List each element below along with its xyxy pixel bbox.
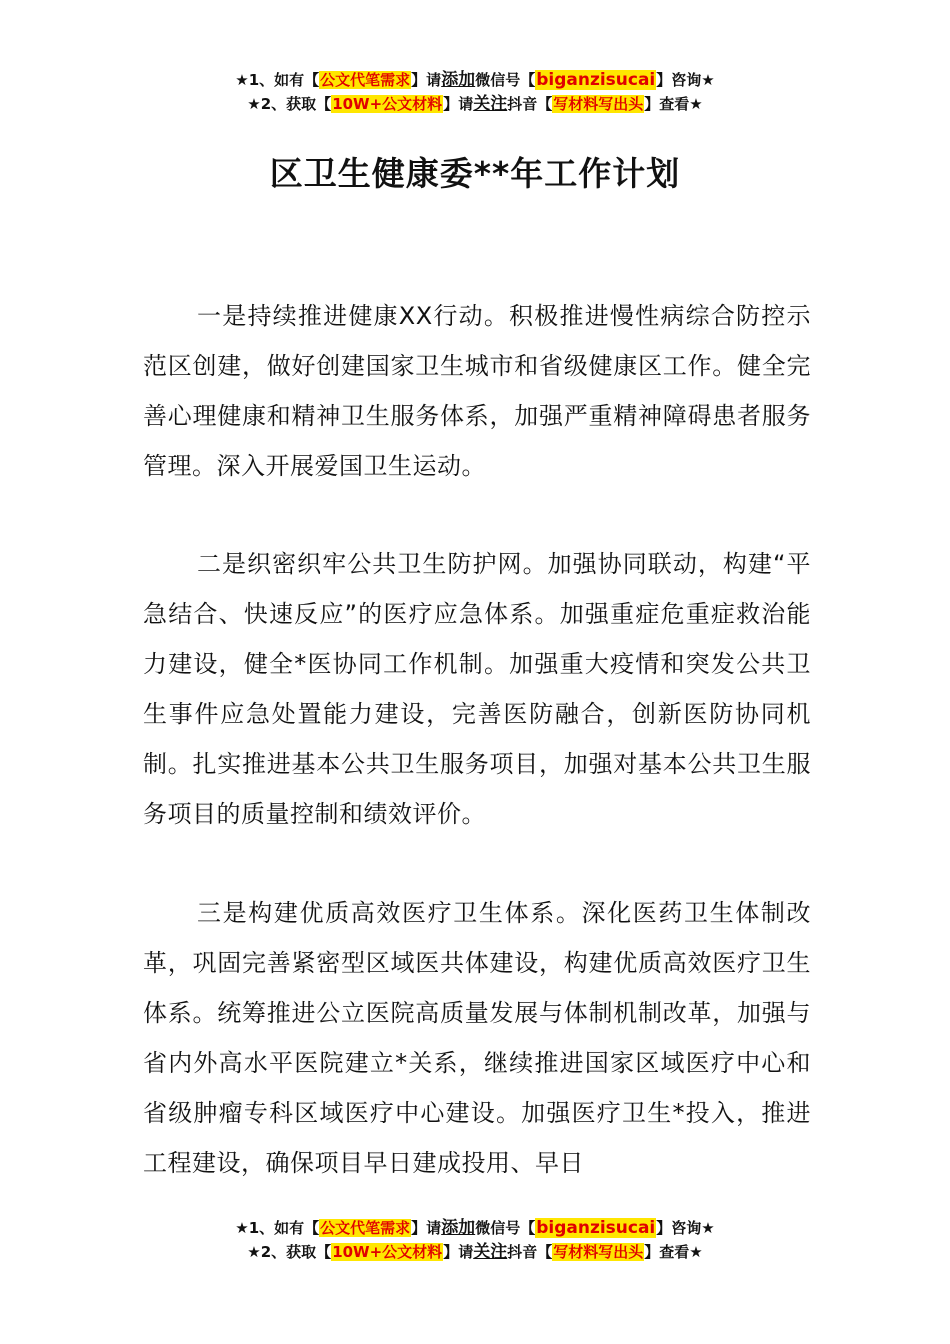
- promo-text: ★1、如有【: [235, 71, 320, 89]
- paragraph-2: 二是织密织牢公共卫生防护网。加强协同联动，构建“平急结合、快速反应”的医疗应急体系。加强重症危重症救治能力建设，健全*医协同工作机制。加强重大疫情和突发公共卫生事件应急处置能力建设，完善医防融合，创新医防协同机制。扎实推进基本公共卫生服务项目，加强对基本公共卫生服务项目的质量控制和绩效评价。: [143, 550, 811, 828]
- promo-text: 】请: [411, 1219, 442, 1237]
- promo-emphasis: 添加: [441, 70, 476, 90]
- promo-text: 】咨询★: [656, 1219, 715, 1237]
- promo-emphasis: 添加: [441, 1218, 476, 1238]
- paragraph-1: 一是持续推进健康XX行动。积极推进慢性病综合防控示范区创建，做好创建国家卫生城市和省级健康区工作。健全完善心理健康和精神卫生服务体系，加强严重精神障碍患者服务管理。深入开展爱国卫生运动。: [143, 302, 811, 480]
- promo-text: 】查看★: [644, 1243, 703, 1261]
- promo-text: 微信号【: [475, 71, 536, 89]
- promo-highlight: 10W+公文材料: [332, 1243, 443, 1261]
- promo-emphasis: 关注: [473, 1242, 508, 1262]
- document-title: 区卫生健康委**年工作计划: [269, 154, 681, 193]
- promo-line-1: [0, 1216, 950, 1240]
- promo-highlight: 公文代笔需求: [320, 1219, 411, 1237]
- promo-text: 抖音【: [507, 1243, 553, 1261]
- promo-text: 微信号【: [475, 1219, 536, 1237]
- promo-text: 】查看★: [644, 95, 703, 113]
- promo-douyin-id: 写材料写出头: [553, 1243, 644, 1261]
- promo-text: 】请: [411, 71, 442, 89]
- promo-wechat-id: biganzisucai: [536, 70, 656, 90]
- promo-text: 】咨询★: [656, 71, 715, 89]
- promo-banner-top: [0, 68, 950, 116]
- promo-emphasis: 关注: [473, 94, 508, 114]
- promo-line-2: [0, 92, 950, 116]
- promo-text: ★2、获取【: [247, 95, 332, 113]
- promo-line-1: [0, 68, 950, 92]
- paragraph-3: 三是构建优质高效医疗卫生体系。深化医药卫生体制改革，巩固完善紧密型区域医共体建设，构建优质高效医疗卫生体系。统筹推进公立医院高质量发展与体制机制改革，加强与省内外高水平医院建立*关系，继续推进国家区域医疗中心和省级肿瘤专科区域医疗中心建设。加强医疗卫生*投入，推进工程建设，确保项目早日建成投用、早日: [143, 899, 811, 1177]
- promo-text: 】请: [443, 95, 474, 113]
- promo-highlight: 公文代笔需求: [320, 71, 411, 89]
- promo-highlight: 10W+公文材料: [332, 95, 443, 113]
- promo-wechat-id: biganzisucai: [536, 1218, 656, 1238]
- promo-line-2: [0, 1240, 950, 1264]
- promo-text: 】请: [443, 1243, 474, 1261]
- promo-text: 抖音【: [507, 95, 553, 113]
- promo-douyin-id: 写材料写出头: [553, 95, 644, 113]
- promo-text: ★2、获取【: [247, 1243, 332, 1261]
- promo-banner-bottom: [0, 1216, 950, 1264]
- promo-text: ★1、如有【: [235, 1219, 320, 1237]
